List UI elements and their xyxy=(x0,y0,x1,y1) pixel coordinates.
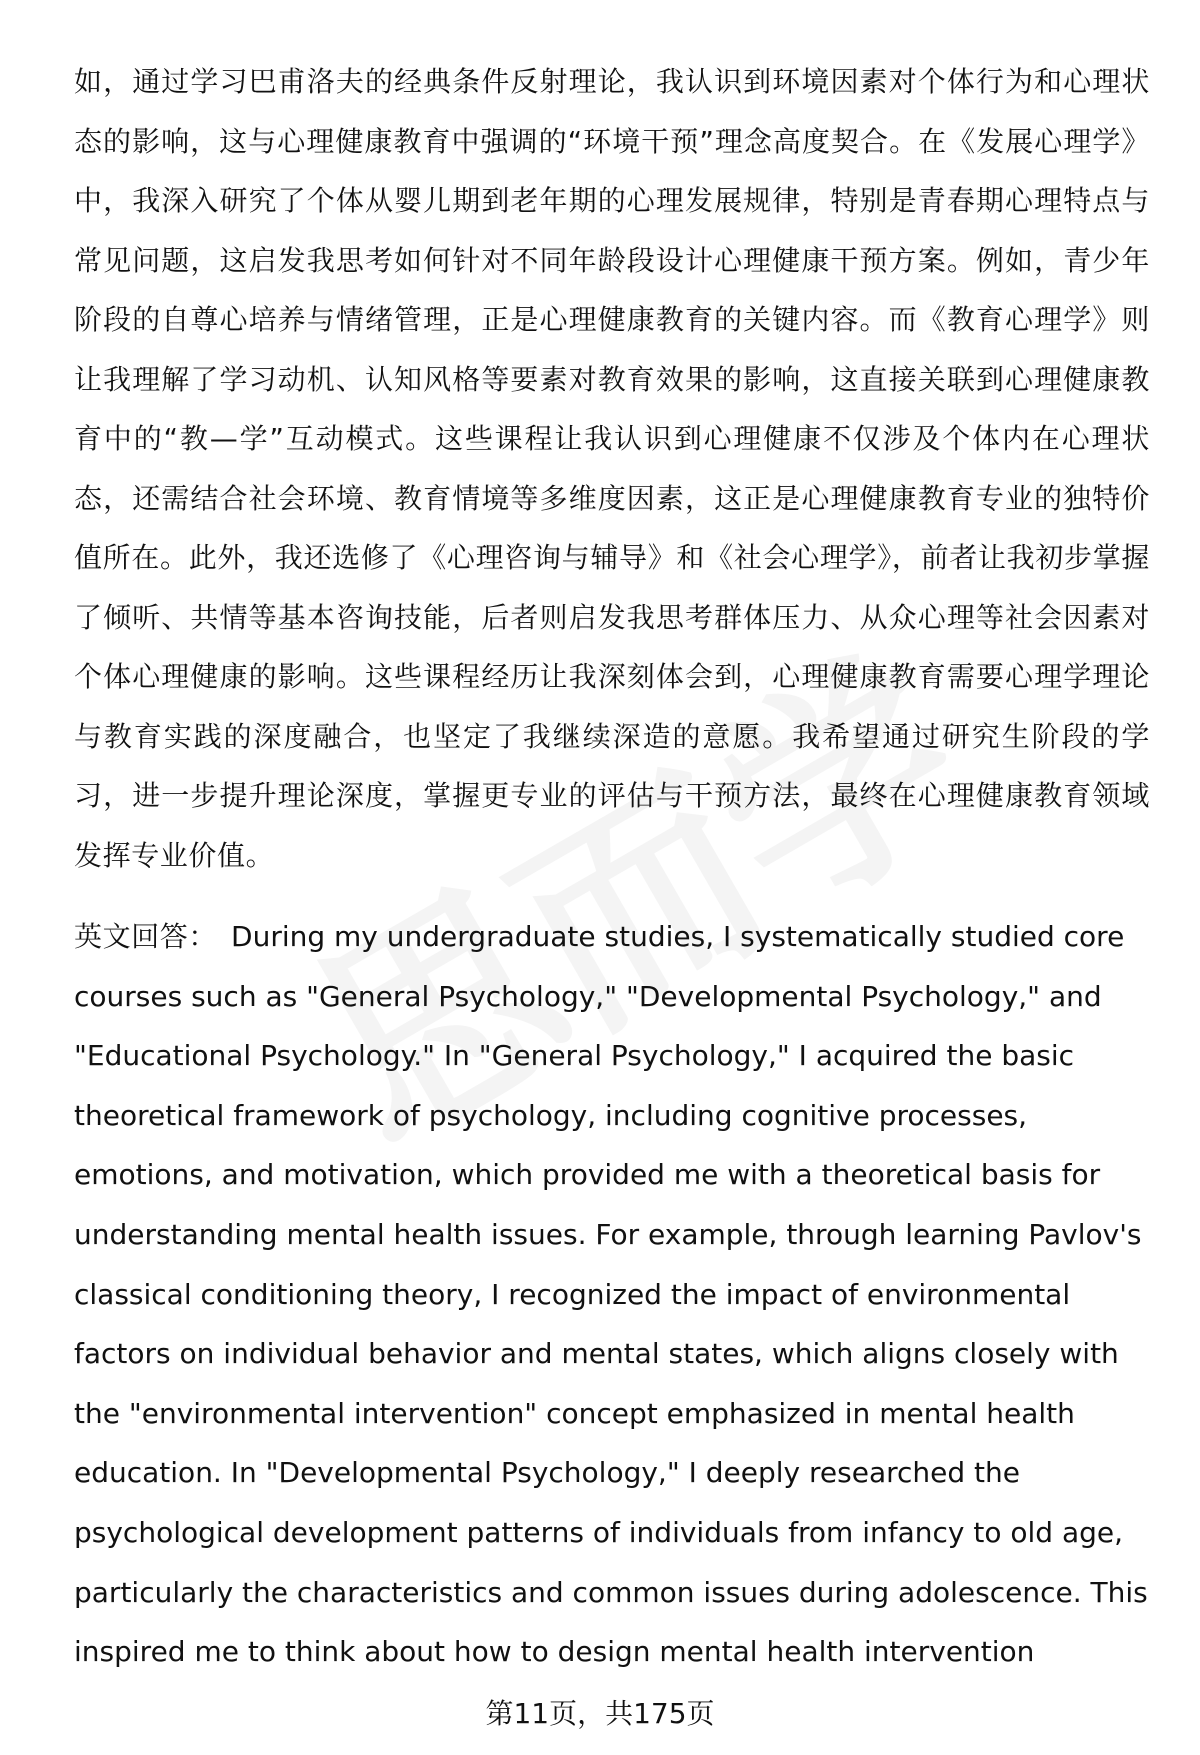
document-body xyxy=(74,52,1150,1682)
english-answer-text: During my undergraduate studies, I systematically studied core courses such as "General Psychology," "Developmental Psychology," and "Educational Psychology." In "General Psychology," I acquired the basic theoretical framework of psychology, including cognitive processes, emotions, and motivation, which provided me with a theoretical basis for understanding mental health issues. For example, through learning Pavlov's classical conditioning theory, I recognized the impact of environmental factors on individual behavior and mental states, which aligns closely with the "environmental intervention" concept emphasized in mental health education. In "Developmental Psychology," I deeply researched the psychological development patterns of individuals from infancy to old age, particularly the characteristics and common issues during adolescence. This inspired me to think about how to design mental health intervention xyxy=(74,920,1148,1669)
chinese-answer-paragraph: 如，通过学习巴甫洛夫的经典条件反射理论，我认识到环境因素对个体行为和心理状态的影响，这与心理健康教育中强调的“环境干预”理念高度契合。在《发展心理学》中，我深入研究了个体从婴儿期到老年期的心理发展规律，特别是青春期心理特点与常见问题，这启发我思考如何针对不同年龄段设计心理健康干预方案。例如，青少年阶段的自尊心培养与情绪管理，正是心理健康教育的关键内容。而《教育心理学》则让我理解了学习动机、认知风格等要素对教育效果的影响，这直接关联到心理健康教育中的“教—学”互动模式。这些课程让我认识到心理健康不仅涉及个体内在心理状态，还需结合社会环境、教育情境等多维度因素，这正是心理健康教育专业的独特价值所在。此外，我还选修了《心理咨询与辅导》和《社会心理学》，前者让我初步掌握了倾听、共情等基本咨询技能，后者则启发我思考群体压力、从众心理等社会因素对个体心理健康的影响。这些课程经历让我深刻体会到，心理健康教育需要心理学理论与教育实践的深度融合，也坚定了我继续深造的意愿。我希望通过研究生阶段的学习，进一步提升理论深度，掌握更专业的评估与干预方法，最终在心理健康教育领域发挥专业价值。 xyxy=(74,65,1150,872)
english-answer-paragraph xyxy=(74,907,1150,1682)
page-number: 第11页，共175页 xyxy=(485,1697,715,1730)
english-answer-label: 英文回答： xyxy=(74,920,218,953)
